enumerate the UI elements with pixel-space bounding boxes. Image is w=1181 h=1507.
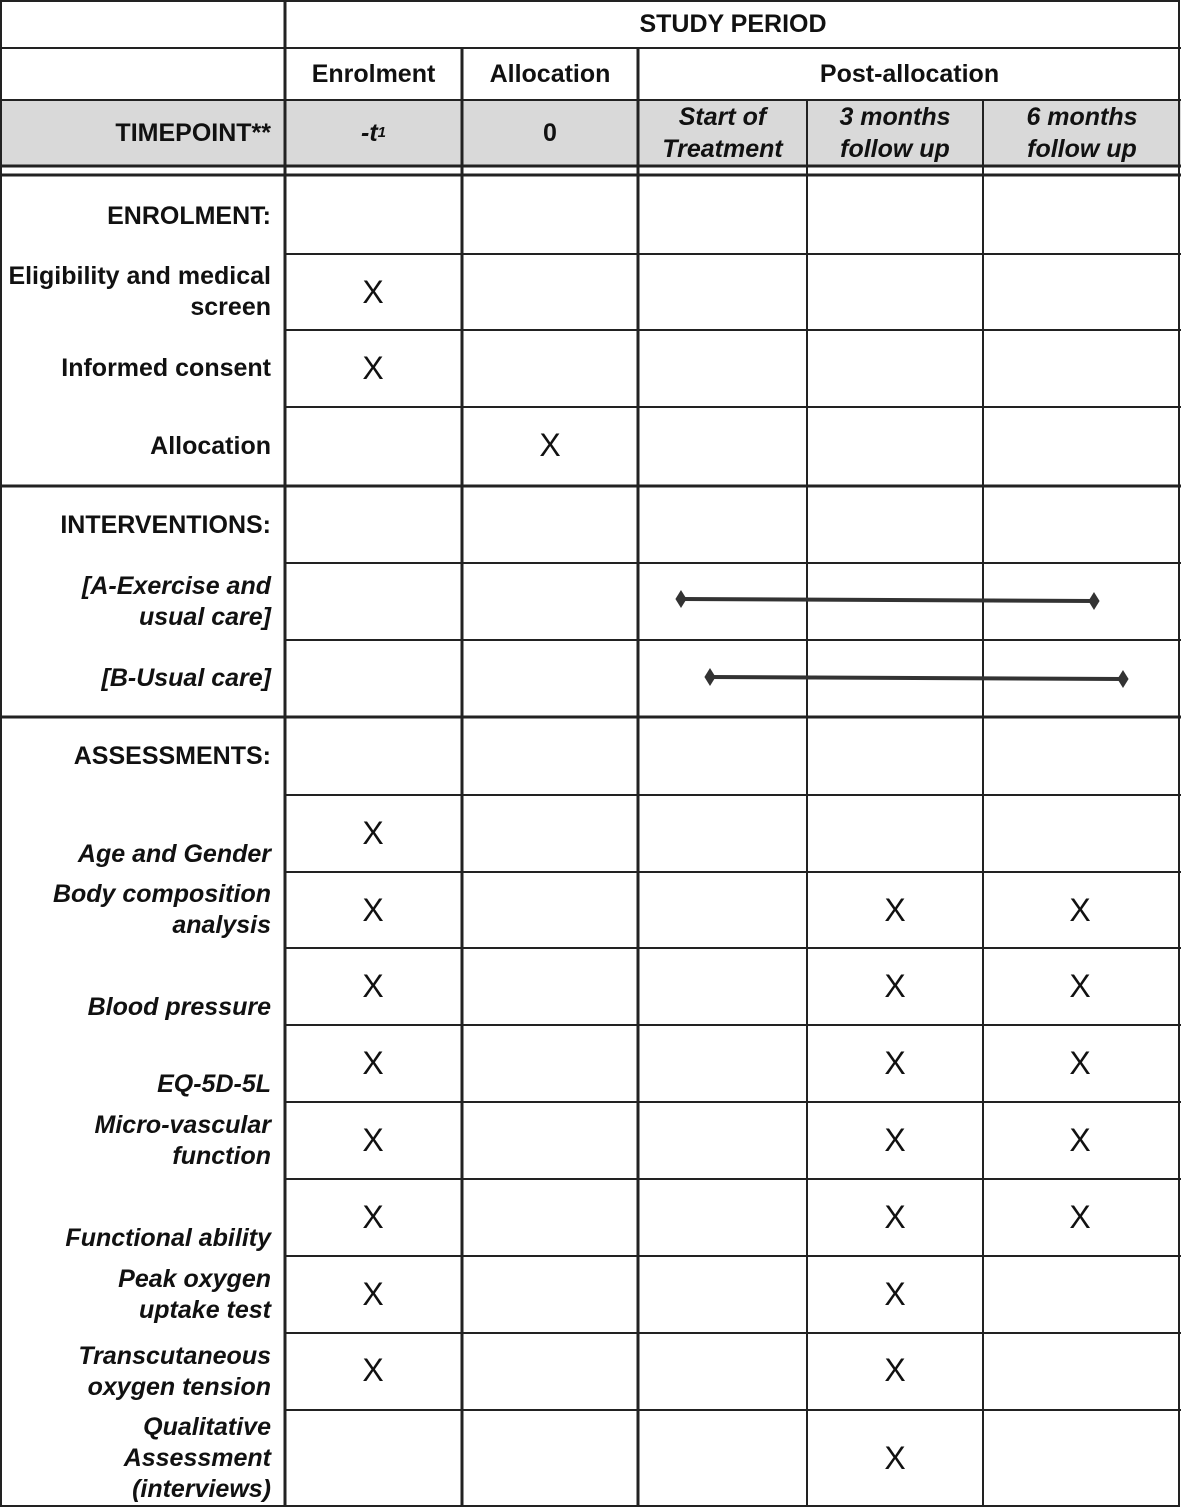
- timepoint-6-months: 6 months follow up: [1026, 103, 1138, 163]
- label-eligibility: Eligibility and medical screen: [8, 262, 271, 321]
- intervention-b-start-diamond: [705, 669, 715, 685]
- label-eq5d: EQ-5D-5L: [157, 1070, 271, 1098]
- mark-bp-enrolment: X: [362, 967, 384, 1004]
- mark-allocation-allocation: X: [539, 426, 561, 463]
- label-blood-pressure: Blood pressure: [87, 993, 271, 1021]
- mark-eligibility-enrolment: X: [362, 273, 384, 310]
- mark-consent-enrolment: X: [362, 349, 384, 386]
- post-allocation-header: Post-allocation: [819, 60, 1000, 88]
- timepoint-allocation: 0: [543, 119, 557, 147]
- label-enrolment-section: ENROLMENT:: [107, 201, 271, 230]
- mark-body-enrolment: X: [362, 891, 384, 928]
- mark-micro-3m: X: [884, 1121, 906, 1158]
- allocation-period-header: Allocation: [489, 60, 611, 88]
- mark-peak-enrolment: X: [362, 1275, 384, 1312]
- mark-qualitative-3m: X: [884, 1439, 906, 1476]
- label-functional-ability: Functional ability: [65, 1224, 271, 1252]
- label-transcutaneous: Transcutaneous oxygen tension: [78, 1341, 271, 1401]
- mark-eq5d-3m: X: [884, 1044, 906, 1081]
- mark-functional-3m: X: [884, 1198, 906, 1235]
- mark-micro-enrolment: X: [362, 1121, 384, 1158]
- label-peak-oxygen: Peak oxygen uptake test: [118, 1264, 271, 1324]
- mark-tcpo2-enrolment: X: [362, 1351, 384, 1388]
- mark-bp-6m: X: [1069, 967, 1091, 1004]
- mark-body-6m: X: [1069, 891, 1091, 928]
- timepoint-enrolment: -t 1: [361, 119, 386, 147]
- study-period-header: STUDY PERIOD: [639, 10, 827, 38]
- mark-eq5d-enrolment: X: [362, 1044, 384, 1081]
- label-intervention-b: [B-Usual care]: [101, 663, 271, 692]
- timepoint-start-treatment: Start of Treatment: [662, 103, 783, 163]
- intervention-b-bar: [710, 677, 1123, 679]
- intervention-a-end-diamond: [1089, 593, 1099, 609]
- enrolment-period-header: Enrolment: [311, 60, 436, 88]
- intervention-b-end-diamond: [1118, 671, 1128, 687]
- mark-peak-3m: X: [884, 1275, 906, 1312]
- mark-body-3m: X: [884, 891, 906, 928]
- mark-micro-6m: X: [1069, 1121, 1091, 1158]
- mark-tcpo2-3m: X: [884, 1351, 906, 1388]
- label-qualitative: Qualitative Assessment (interviews): [123, 1413, 271, 1503]
- timepoint-3-months: 3 months follow up: [839, 103, 951, 163]
- label-body-composition: Body composition analysis: [52, 880, 271, 939]
- timepoint-label: TIMEPOINT**: [115, 119, 271, 147]
- label-consent: Informed consent: [61, 354, 271, 382]
- label-interventions-section: INTERVENTIONS:: [60, 510, 271, 539]
- intervention-a-bar: [681, 599, 1094, 601]
- label-allocation: Allocation: [150, 431, 271, 460]
- mark-age-enrolment: X: [362, 814, 384, 851]
- label-intervention-a: [A-Exercise and usual care]: [82, 571, 271, 631]
- intervention-a-start-diamond: [676, 591, 686, 607]
- mark-functional-enrolment: X: [362, 1198, 384, 1235]
- label-assessments-section: ASSESSMENTS:: [73, 742, 271, 770]
- mark-eq5d-6m: X: [1069, 1044, 1091, 1081]
- label-age-gender: Age and Gender: [77, 840, 271, 868]
- mark-functional-6m: X: [1069, 1198, 1091, 1235]
- mark-bp-3m: X: [884, 967, 906, 1004]
- label-microvascular: Micro-vascular function: [94, 1110, 271, 1170]
